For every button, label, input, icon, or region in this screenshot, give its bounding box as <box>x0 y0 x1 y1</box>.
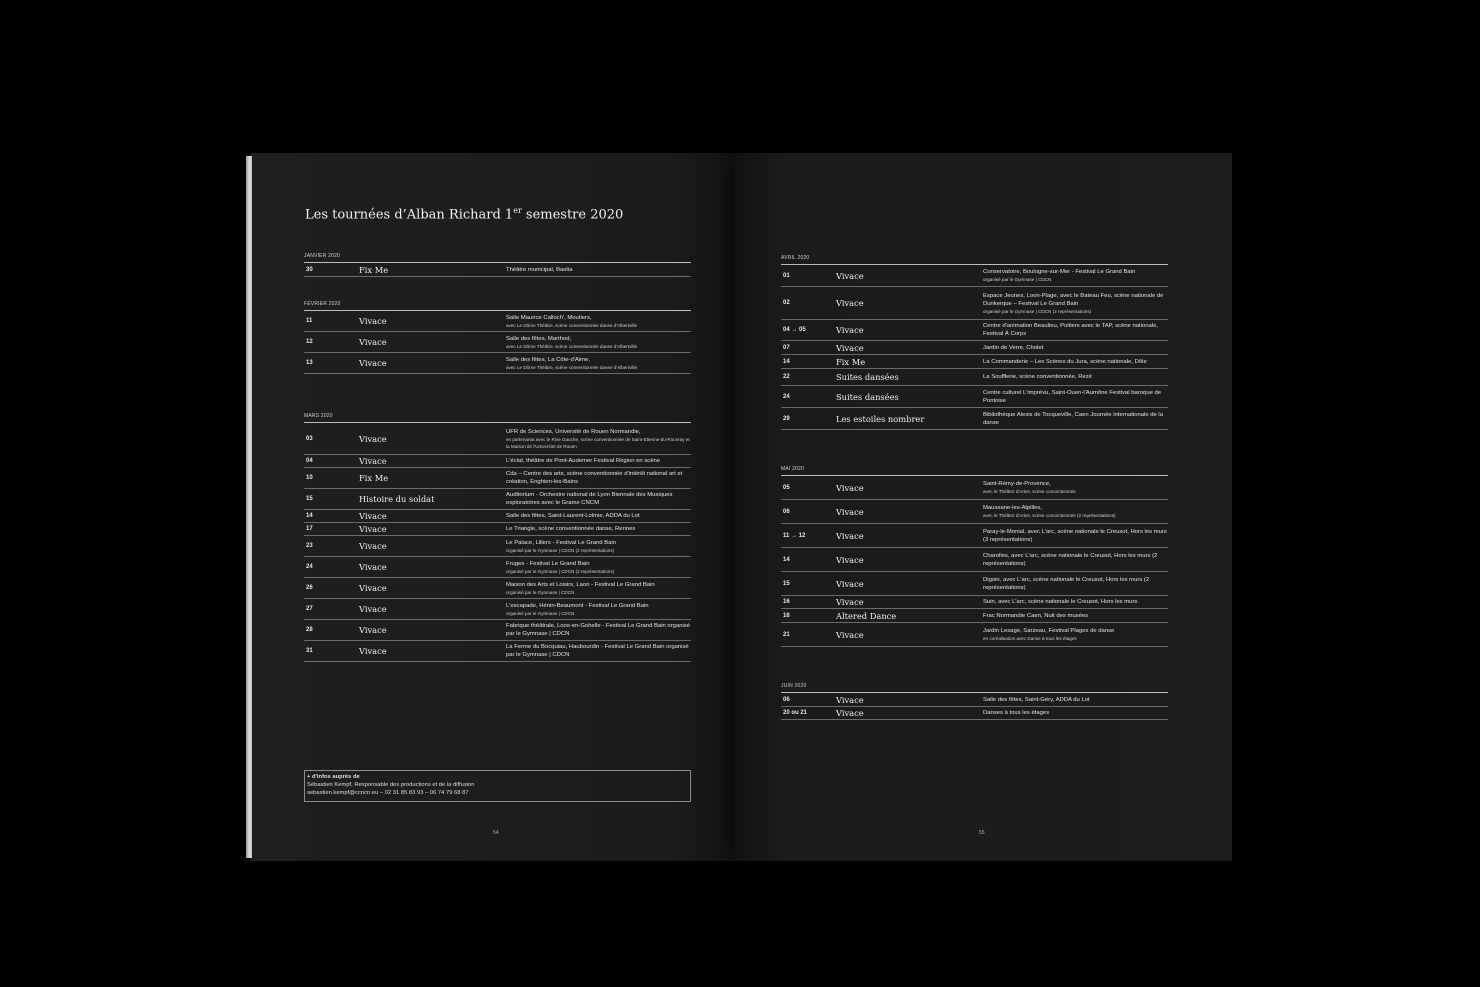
right-month-section <box>781 683 1168 720</box>
show-title: Vivace <box>359 524 387 534</box>
venue-note: avec le Théâtre d'Arles, scène conventionnée <box>983 489 1076 494</box>
performance-date: 13 <box>306 360 313 366</box>
performance-date: 12 <box>306 339 313 345</box>
performance-date: 16 <box>783 612 790 619</box>
show-title: Vivace <box>836 530 864 541</box>
show-title: Vivace <box>836 342 864 353</box>
venue-cell <box>506 581 691 596</box>
venue-note: avec Le Dôme Théâtre, scène conventionnée danse d'Albertville <box>506 322 638 328</box>
tour-date-row <box>781 596 1168 609</box>
performance-date: 21 <box>783 631 790 638</box>
venue-text: La Ferme du Bocquiau, Haubourdin - Festival Le Grand Bain organisé par le Gymnase | CDCN <box>506 644 689 658</box>
venue-note: organisé par le Gymnase | CDCN <box>506 610 575 616</box>
venue-text: Conservatoire, Boulogne-sur-Mer - Festival Le Grand Bain <box>983 269 1136 275</box>
venue-text: Fruges - Festival Le Grand Bain <box>506 560 590 567</box>
show-title: Vivace <box>359 625 387 635</box>
performance-date: 11 <box>306 318 313 324</box>
performance-date: 01 <box>783 272 790 279</box>
tour-date-row <box>781 524 1168 548</box>
month-heading: JUIN 2020 <box>781 683 1168 693</box>
venue-note: avec Le Dôme Théâtre, scène conventionnée danse d'Albertville <box>506 364 638 370</box>
tour-date-row <box>781 548 1168 572</box>
venue-cell <box>506 491 691 507</box>
performance-date: 05 <box>783 484 790 491</box>
month-heading: JANVIER 2020 <box>304 253 691 263</box>
show-title: Suites dansées <box>836 391 899 402</box>
venue-cell <box>506 335 691 350</box>
performance-date: 16 <box>783 599 790 605</box>
tour-date-row <box>781 609 1168 623</box>
tour-date-row <box>781 693 1168 707</box>
venue-cell <box>506 560 691 575</box>
venue-cell <box>983 373 1168 381</box>
venue-text: Théâtre municipal, Bastia <box>506 266 573 273</box>
performance-date: 10 <box>306 475 313 481</box>
performance-date: 26 <box>306 585 313 591</box>
show-title: Vivace <box>836 325 864 335</box>
show-title: Vivace <box>359 337 387 347</box>
venue-text: Salle Maurice Calloch', Moutiers, <box>506 314 592 321</box>
performance-date: 30 <box>306 266 313 273</box>
show-title: Fix Me <box>359 473 389 483</box>
show-title: Vivace <box>836 298 864 308</box>
venue-cell <box>506 622 691 638</box>
page-title: Les tournées d’Alban Richard 1er semestre 2020 <box>305 206 624 223</box>
tour-date-row <box>781 386 1168 408</box>
tour-date-row <box>304 557 691 578</box>
show-title: Vivace <box>836 708 864 718</box>
venue-text: Espace Jeunes, Loon-Plage, avec le Bateau Feu, scène nationale de Dunkerque – Festival Le Grand Bain <box>983 292 1164 307</box>
show-title: Vivace <box>836 554 864 565</box>
month-heading: AVRIL 2020 <box>781 255 1168 265</box>
show-title: Fix Me <box>836 356 866 367</box>
contact-details: sebastien.kempf@ccncn.eu – 02 31 85 83 93 – 06 74 79 68 87 <box>307 790 469 796</box>
show-title: Vivace <box>836 506 864 517</box>
performance-date: 15 <box>306 496 313 502</box>
venue-note: avec le Théâtre d'Arles, scène conventionnée (2 représentations) <box>983 513 1116 518</box>
venue-cell <box>983 709 1168 717</box>
show-title: Vivace <box>836 597 864 607</box>
venue-cell <box>506 314 691 329</box>
performance-date: 06 <box>783 696 790 703</box>
venue-cell <box>506 539 691 554</box>
venue-cell <box>506 356 691 371</box>
venue-text: Danses à tous les étages <box>983 710 1050 716</box>
show-title: Vivace <box>359 456 387 466</box>
performance-date: 02 <box>783 300 790 306</box>
venue-cell <box>506 525 691 533</box>
show-title: Les estoiles nombrer <box>836 413 925 424</box>
tour-date-row <box>304 620 691 641</box>
performance-date: 04 <box>306 458 313 464</box>
tour-date-row <box>304 536 691 557</box>
performance-date: 24 <box>306 564 313 570</box>
venue-text: Suin, avec L'arc, scène nationale le Creusot, Hors les murs <box>983 599 1138 605</box>
venue-cell <box>983 552 1168 568</box>
show-title: Vivace <box>359 604 387 614</box>
show-title: Vivace <box>359 541 387 551</box>
venue-cell <box>506 512 691 520</box>
tour-date-row <box>781 500 1168 524</box>
performance-date: 29 <box>783 415 790 422</box>
show-title: Vivace <box>836 629 864 640</box>
venue-cell <box>506 602 691 617</box>
tour-date-row <box>781 320 1168 341</box>
performance-date: 27 <box>306 606 313 612</box>
month-heading: MARS 2020 <box>304 413 691 423</box>
tour-date-row <box>304 641 691 662</box>
venue-cell <box>983 612 1168 620</box>
performance-date: 07 <box>783 344 790 351</box>
tour-date-row <box>781 265 1168 287</box>
venue-cell <box>983 598 1168 606</box>
show-title: Vivace <box>359 358 387 368</box>
performance-date: 20 ou 21 <box>783 710 808 716</box>
venue-cell <box>506 470 691 486</box>
venue-cell <box>983 322 1168 338</box>
venue-cell <box>506 428 691 450</box>
tour-date-row <box>781 287 1168 320</box>
venue-text: Saint-Rémy-de-Provence, <box>983 481 1051 487</box>
performance-date: 11 → 12 <box>783 532 806 539</box>
venue-note: en coréalisation avec Danse à tous les étages <box>983 636 1077 641</box>
show-title: Vivace <box>359 316 387 326</box>
venue-note: organisé par le Gymnase | CDCN (2 représentations) <box>506 547 615 553</box>
performance-date: 14 <box>783 556 790 563</box>
venue-text: Charolles, avec L'arc, scène nationale le Creusot, Hors les murs (2 représentations) <box>983 552 1158 567</box>
venue-note: organisé par le Gymnase | CDCN <box>983 277 1052 282</box>
tour-date-row <box>304 263 691 277</box>
venue-cell <box>983 292 1168 315</box>
show-title: Vivace <box>836 270 864 281</box>
tour-date-row <box>781 476 1168 500</box>
venue-text: Paray-le-Monial, avec L'arc, scène nationale le Creusot, Hors les murs (3 représentations) <box>983 528 1167 543</box>
venue-note: organisé par le Gymnase | CDCN (2 représentations) <box>983 308 1092 314</box>
venue-cell <box>983 344 1168 352</box>
show-title: Vivace <box>836 482 864 493</box>
venue-text: Digoin, avec L'arc, scène nationale le Creusot, Hors les murs (2 représentations) <box>983 576 1150 591</box>
venue-text: Salle des fêtes, Saint-Géry, ADDA du Lot <box>983 696 1090 703</box>
tour-date-row <box>304 311 691 332</box>
tour-date-row <box>304 599 691 620</box>
page-edge <box>246 156 252 858</box>
venue-text: L'escapade, Hénin-Beaumont - Festival Le Grand Bain <box>506 602 649 609</box>
show-title: Fix Me <box>359 264 389 275</box>
venue-cell <box>983 504 1168 519</box>
show-title: Vivace <box>836 694 864 705</box>
show-title: Vivace <box>359 433 387 444</box>
left-month-section <box>304 253 691 277</box>
show-title: Vivace <box>359 562 387 572</box>
venue-text: Maison des Arts et Loisirs, Laon - Festival Le Grand Bain <box>506 581 655 588</box>
venue-text: Maussane-les-Alpilles, <box>983 505 1042 511</box>
venue-text: Le Palace, Lillers - Festival Le Grand Bain <box>506 539 617 546</box>
venue-cell <box>983 696 1168 704</box>
right-month-section <box>781 255 1168 430</box>
page-number-left: 54 <box>493 830 499 836</box>
tour-date-row <box>781 707 1168 720</box>
tour-date-row <box>304 510 691 523</box>
venue-text: Bibliothèque Alexis de Tocqueville, Caen Journée internationale de la danse <box>983 411 1164 426</box>
tour-date-row <box>304 468 691 489</box>
right-month-section <box>781 466 1168 647</box>
tour-date-row <box>781 355 1168 369</box>
venue-note: organisé par le Gymnase | CDCN <box>506 589 575 595</box>
performance-date: 23 <box>306 543 313 549</box>
venue-text: Frac Normandie Caen, Nuit des musées <box>983 612 1089 619</box>
venue-note: en partenariat avec le Rive Gauche, scène conventionnée de Saint-Etienne-du-Rouvray et la Maison de l'Université de Rouen <box>506 436 690 449</box>
month-heading: MAI 2020 <box>781 466 1168 476</box>
left-month-section <box>304 301 691 374</box>
venue-text: Jardin de Verre, Cholet <box>983 344 1044 351</box>
venue-text: Auditorium - Orchestre national de Lyon Biennale des Musiques exploratoires avec le Grame CNCM <box>506 492 673 506</box>
tour-date-row <box>781 369 1168 386</box>
tour-date-row <box>304 455 691 468</box>
tour-date-row <box>781 341 1168 355</box>
tour-date-row <box>304 423 691 455</box>
tour-date-row <box>304 523 691 536</box>
venue-cell <box>983 358 1168 366</box>
venue-text: Centre culturel L'imprévu, Saint-Ouen-l'Aumône Festival baroque de Pontoise <box>983 389 1162 404</box>
venue-text: Salle des fêtes, Marthod, <box>506 335 572 342</box>
venue-cell <box>983 528 1168 544</box>
venue-text: La Soufflerie, scène conventionnée, Rezé <box>983 374 1092 380</box>
venue-cell <box>983 627 1168 642</box>
page-number-right: 55 <box>979 830 985 836</box>
venue-text: Fabrique théâtrale, Loos-en-Gohelle - Festival Le Grand Bain organisé par le Gymnase | CDCN <box>506 623 691 637</box>
performance-date: 03 <box>306 435 313 442</box>
venue-cell <box>983 411 1168 427</box>
performance-date: 28 <box>306 627 313 633</box>
venue-text: Cda – Centre des arts, scène conventionnée d'intérêt national art et création, Enghien-les-Bains <box>506 471 683 485</box>
left-month-section <box>304 413 691 662</box>
venue-text: Le Triangle, scène conventionnée danse, Rennes <box>506 526 636 532</box>
performance-date: 14 <box>783 358 790 365</box>
tour-date-row <box>304 332 691 353</box>
contact-heading: + d'infos auprès de <box>307 774 360 780</box>
show-title: Vivace <box>359 511 387 521</box>
tour-date-row <box>781 408 1168 430</box>
performance-date: 22 <box>783 374 790 380</box>
venue-cell <box>983 480 1168 495</box>
venue-cell <box>506 643 691 659</box>
venue-cell <box>983 576 1168 592</box>
venue-note: avec Le Dôme Théâtre, scène conventionnée danse d'Albertville <box>506 343 638 349</box>
venue-text: Jardin Lesage, Sarzeau, Festival Plages de danse <box>983 628 1115 634</box>
tour-date-row <box>304 489 691 510</box>
tour-date-row <box>304 353 691 374</box>
venue-text: Salle des fêtes, La Côte-d'Aime, <box>506 356 590 363</box>
venue-text: La Commanderie – Les Scènes du Jura, scène nationale, Dôle <box>983 358 1147 365</box>
month-heading: FÉVRIER 2020 <box>304 301 691 311</box>
venue-text: Salle des fêtes, Saint-Laurent-Lolmie, ADDA du Lot <box>506 513 640 519</box>
show-title: Histoire du soldat <box>359 494 435 504</box>
show-title: Vivace <box>359 646 387 656</box>
venue-cell <box>506 457 691 465</box>
contact-info-box <box>304 770 691 802</box>
performance-date: 31 <box>306 648 313 654</box>
venue-text: L'éclat, théâtre de Pont-Audemer Festival Région en scène <box>506 458 661 464</box>
venue-text: Centre d'animation Beaulieu, Poitiers avec le TAP, scène nationale, Festival À Corps <box>983 323 1159 337</box>
performance-date: 15 <box>783 580 790 587</box>
performance-date: 17 <box>306 526 313 532</box>
performance-date: 24 <box>783 393 790 400</box>
venue-cell <box>506 266 691 274</box>
show-title: Altered Dance <box>836 610 897 621</box>
performance-date: 14 <box>306 513 313 519</box>
performance-date: 06 <box>783 508 790 515</box>
venue-cell <box>983 389 1168 405</box>
tour-date-row <box>781 572 1168 596</box>
venue-cell <box>983 268 1168 283</box>
performance-date: 04 → 05 <box>783 327 806 333</box>
tour-date-row <box>781 623 1168 647</box>
venue-note: organisé par le Gymnase | CDCN (2 représentations) <box>506 568 615 574</box>
show-title: Vivace <box>359 583 387 593</box>
contact-name: Sébastien Kempf, Responsable des productions et de la diffusion <box>307 782 475 788</box>
show-title: Vivace <box>836 578 864 589</box>
show-title: Suites dansées <box>836 372 899 382</box>
venue-text: UFR de Sciences, Université de Rouen Normandie, <box>506 428 641 435</box>
tour-date-row <box>304 578 691 599</box>
